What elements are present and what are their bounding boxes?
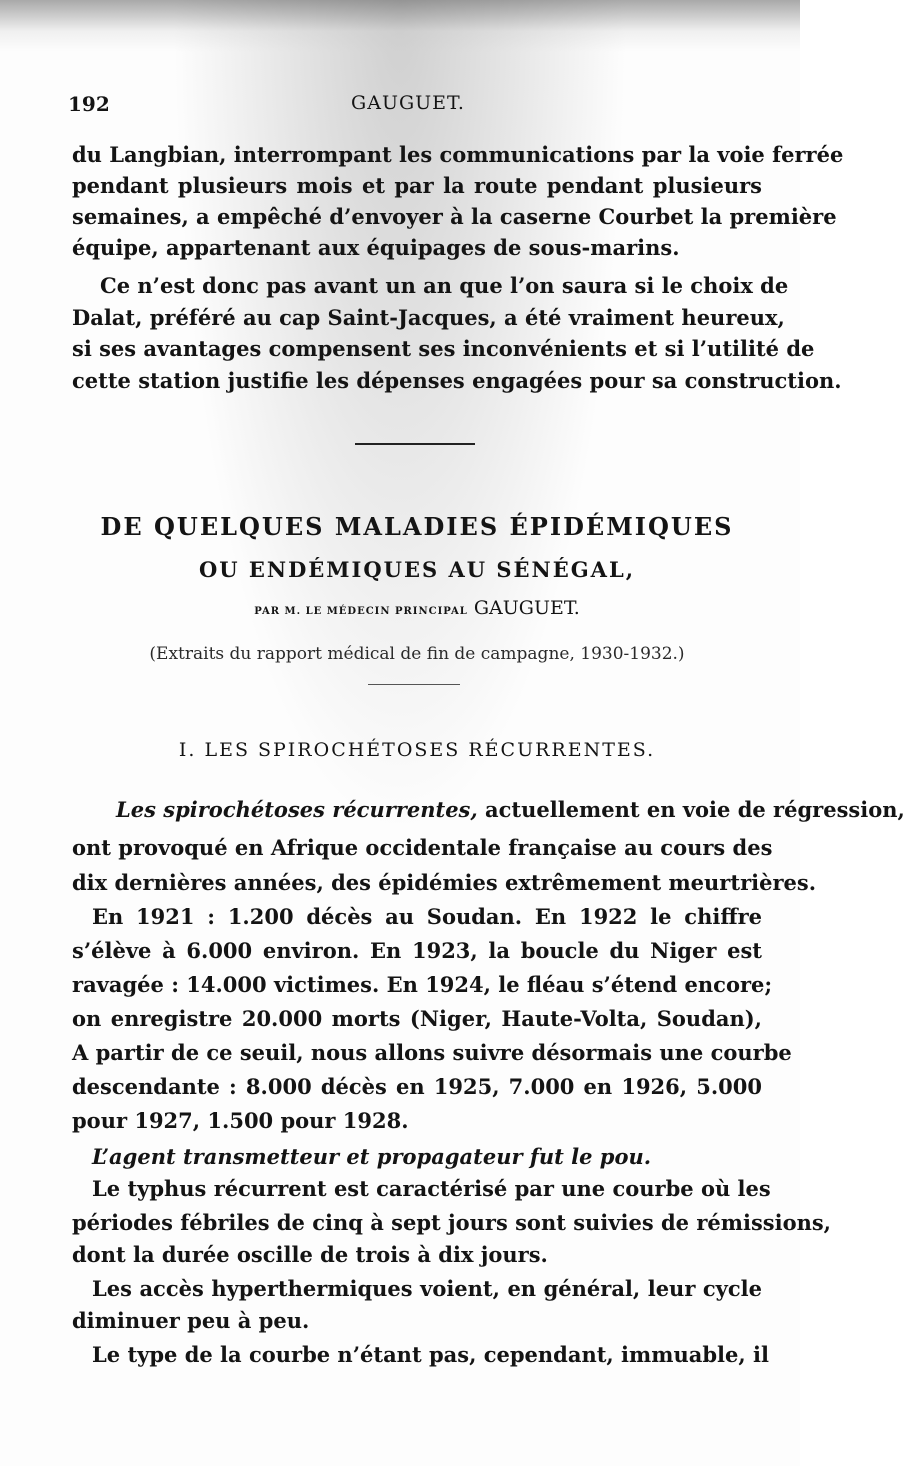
body-line-italic: L’agent transmetteur et propagateur fut le pou. [92,1144,652,1169]
intro-line: du Langbian, interrompant les communications par la voie ferrée [72,142,844,167]
body-line: Les accès hyperthermiques voient, en général, leur cycle [92,1276,762,1301]
extract-note: (Extraits du rapport médical de fin de campagne, 1930-1932.) [149,644,685,664]
italic-term: Les spirochétoses récurrentes, [116,797,478,822]
separator-rule [355,443,475,445]
intro-line: cette station justifie les dépenses engagées pour sa construction. [72,368,842,393]
body-line: Les spirochétoses récurrentes, actuellement en voie de régression, [116,797,905,822]
intro-line: équipe, appartenant aux équipages de sous-marins. [72,235,680,260]
article-title: DE QUELQUES MALADIES ÉPIDÉMIQUES [100,512,734,541]
page-number: 192 [68,92,110,116]
body-line: on enregistre 20.000 morts (Niger, Haute-Volta, Soudan), [72,1006,762,1031]
scan-shadow [0,0,800,52]
body-line: ravagée : 14.000 victimes. En 1924, le fléau s’étend encore; [72,972,773,997]
byline-prefix: PAR M. LE MÉDECIN PRINCIPAL [254,606,468,617]
intro-line: pendant plusieurs mois et par la route pendant plusieurs [72,173,762,198]
article-subtitle: OU ENDÉMIQUES AU SÉNÉGAL, [198,557,636,582]
intro-line: Ce n’est donc pas avant un an que l’on saura si le choix de [100,273,789,298]
running-head: GAUGUET. [351,92,465,114]
body-line: périodes fébriles de cinq à sept jours sont suivies de rémissions, [72,1210,831,1235]
body-line: dont la durée oscille de trois à dix jours. [72,1242,548,1267]
intro-line: Dalat, préféré au cap Saint-Jacques, a été vraiment heureux, [72,305,785,330]
body-line: Le typhus récurrent est caractérisé par une courbe où les [92,1176,771,1201]
body-line: diminuer peu à peu. [72,1308,310,1333]
body-line: Le type de la courbe n’étant pas, cependant, immuable, il [92,1342,769,1367]
body-line: ont provoqué en Afrique occidentale française au cours des [72,835,773,860]
body-line: descendante : 8.000 décès en 1925, 7.000 en 1926, 5.000 [72,1074,762,1099]
body-line: pour 1927, 1.500 pour 1928. [72,1108,409,1133]
intro-line: si ses avantages compensent ses inconvénients et si l’utilité de [72,336,815,361]
body-line: En 1921 : 1.200 décès au Soudan. En 1922 le chiffre [92,904,762,929]
intro-line: semaines, a empêché d’envoyer à la caserne Courbet la première [72,204,837,229]
page-header [68,92,748,122]
body-line: dix dernières années, des épidémies extrêmement meurtrières. [72,870,817,895]
body-line: A partir de ce seuil, nous allons suivre désormais une courbe [72,1040,792,1065]
short-rule [368,684,460,685]
byline [72,595,762,625]
section-heading: I. LES SPIROCHÉTOSES RÉCURRENTES. [178,739,656,761]
byline-author: GAUGUET. [473,597,580,619]
body-line: s’élève à 6.000 environ. En 1923, la boucle du Niger est [72,938,762,963]
